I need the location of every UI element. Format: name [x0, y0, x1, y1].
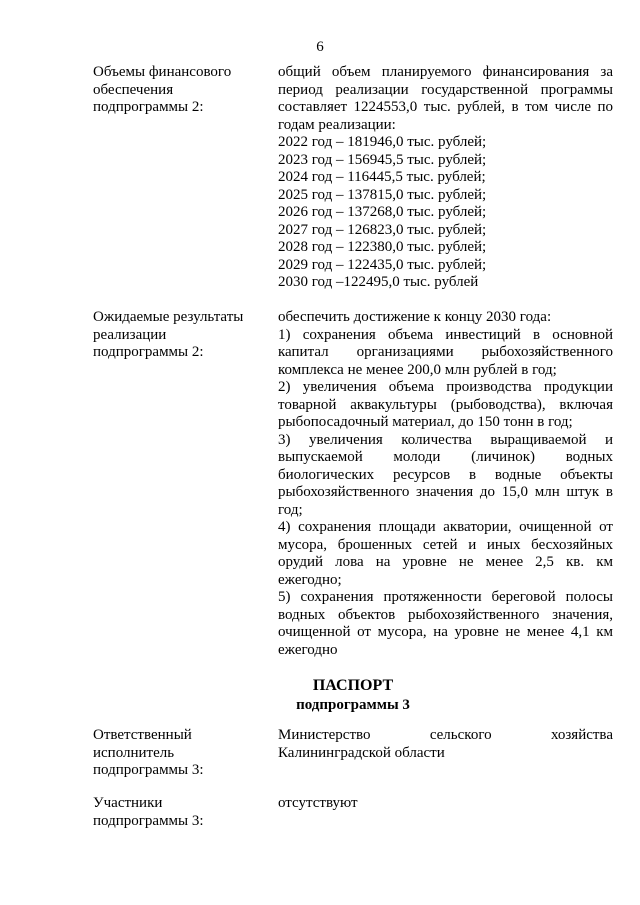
funding-year: 2030 год –122495,0 тыс. рублей	[278, 274, 479, 290]
result-item: 5) сохранения протяженности береговой полосы водных объектов рыбохозяйственного значения, очищенной от мусора, на уровне не менее 4,1 км ежегодно	[278, 589, 613, 658]
participants-text: отсутствуют	[278, 795, 358, 811]
executor-label-line: подпрограммы 3:	[93, 762, 204, 778]
passport-heading	[93, 676, 613, 714]
funding-row	[93, 64, 613, 292]
results-label-line: Ожидаемые результаты	[93, 309, 244, 325]
funding-year: 2022 год – 181946,0 тыс. рублей;	[278, 134, 487, 150]
participants-label	[93, 795, 265, 830]
result-item: 3) увеличения количества выращиваемой и выпускаемой молоди (личинок) водных биологических ресурсов в водные объекты рыбохозяйственного значения до 15,0 млн штук в год;	[278, 431, 613, 518]
participants-value	[278, 795, 613, 830]
funding-label-line: подпрограммы 2:	[93, 99, 204, 115]
results-row	[93, 309, 613, 659]
executor-value-line2: Калининградской области	[278, 744, 445, 761]
funding-year: 2029 год – 122435,0 тыс. рублей;	[278, 256, 487, 273]
results-label	[93, 309, 265, 659]
passport-subtitle: подпрограммы 3	[296, 697, 410, 713]
funding-year: 2025 год – 137815,0 тыс. рублей;	[278, 186, 487, 203]
passport-title: ПАСПОРТ	[312, 677, 394, 694]
participants-label-line: подпрограммы 3:	[93, 812, 204, 829]
result-item: 4) сохранения площади акватории, очищенной от мусора, брошенных сетей и иных бесхозяйных орудий лова на уровне не менее 2,5 кв. км ежегодно;	[278, 519, 613, 588]
results-value	[278, 309, 613, 659]
funding-year: 2023 год – 156945,5 тыс. рублей;	[278, 151, 487, 168]
executor-value	[278, 727, 613, 780]
executor-word: Министерство	[278, 727, 371, 743]
executor-word: сельского	[429, 727, 492, 743]
participants-row	[93, 795, 613, 830]
funding-year: 2028 год – 122380,0 тыс. рублей;	[278, 239, 487, 255]
funding-label	[93, 64, 265, 292]
funding-label-line: обеспечения	[93, 81, 174, 98]
results-intro: обеспечить достижение к концу 2030 года:	[278, 309, 552, 325]
results-label-line: подпрограммы 2:	[93, 344, 204, 360]
funding-intro: общий объем планируемого финансирования за период реализации государственной программы составляет 1224553,0 тыс. рублей, в том числе по годам реализации:	[278, 64, 613, 133]
page-number: 6	[316, 39, 324, 55]
results-label-line: реализации	[93, 326, 167, 343]
executor-label-line: Ответственный	[93, 727, 192, 743]
executor-label	[93, 727, 265, 780]
executor-word: хозяйства	[550, 727, 613, 743]
executor-row	[93, 727, 613, 780]
result-item: 1) сохранения объема инвестиций в основной капитал организациями рыбохозяйственного комплекса не менее 200,0 млн рублей в год;	[278, 326, 613, 378]
result-item: 2) увеличения объема производства продукции товарной аквакультуры (рыбоводства), включая рыбопосадочный материал, до 150 тонн в год;	[278, 379, 613, 430]
funding-label-line: Объемы финансового	[93, 64, 232, 80]
participants-label-line: Участники	[93, 795, 163, 811]
funding-year: 2024 год – 116445,5 тыс. рублей;	[278, 169, 486, 185]
executor-value-line1	[278, 727, 613, 745]
executor-label-line: исполнитель	[93, 744, 175, 761]
funding-year: 2026 год – 137268,0 тыс. рублей;	[278, 204, 487, 220]
funding-year: 2027 год – 126823,0 тыс. рублей;	[278, 221, 487, 238]
funding-value	[278, 64, 613, 292]
